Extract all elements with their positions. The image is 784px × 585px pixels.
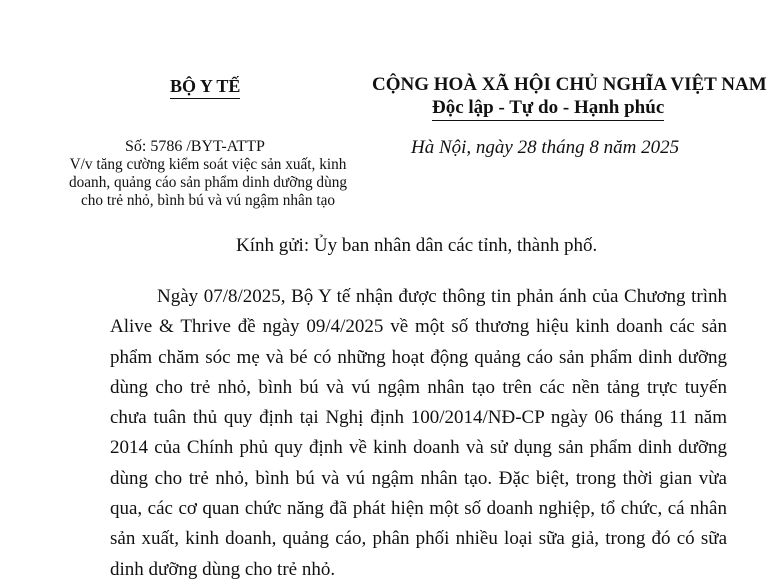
ministry-name: BỘ Y TẾ bbox=[170, 76, 241, 96]
body-line: chưa tuân thủ quy định tại Nghị định 100/2014/NĐ-CP ngày 06 tháng 11 năm bbox=[110, 407, 727, 429]
place-and-date: Hà Nội, ngày 28 tháng 8 năm 2025 bbox=[411, 137, 680, 158]
body-line: Ngày 07/8/2025, Bộ Y tế nhận được thông tin phản ánh của Chương trình bbox=[157, 286, 727, 307]
motto-underline bbox=[432, 120, 664, 121]
subject-line: V/v tăng cường kiểm soát việc sản xuất, kinh bbox=[69, 156, 347, 173]
document-number: Số: 5786 /BYT-ATTP bbox=[125, 138, 265, 155]
issuing-ministry bbox=[170, 76, 240, 97]
body-line: dùng cho trẻ nhỏ, bình bú và vú ngậm nhân tạo trên các nền tảng trực tuyến bbox=[110, 376, 727, 398]
body-line: 2014 của Chính phủ quy định về kinh doanh và sử dụng sản phẩm dinh dưỡng bbox=[110, 437, 727, 459]
body-line: dinh dưỡng dùng cho trẻ nhỏ. bbox=[110, 558, 336, 580]
document-subject bbox=[62, 156, 354, 210]
body-line: qua, các cơ quan chức năng đã phát hiện một số doanh nghiệp, tổ chức, cá nhân bbox=[110, 498, 727, 520]
salutation: Kính gửi: Ủy ban nhân dân các tỉnh, thành phố. bbox=[236, 235, 598, 256]
ministry-underline bbox=[170, 98, 240, 99]
national-title: CỘNG HOÀ XÃ HỘI CHỦ NGHĨA VIỆT NAM bbox=[372, 74, 767, 95]
subject-line: cho trẻ nhỏ, bình bú và vú ngậm nhân tạo bbox=[80, 192, 336, 209]
body-line: phẩm chăm sóc mẹ và bé có những hoạt động quảng cáo sản phẩm dinh dưỡng bbox=[110, 346, 727, 368]
body-paragraph bbox=[110, 282, 727, 585]
body-line: dùng cho trẻ nhỏ, bình bú và vú ngậm nhân tạo. Đặc biệt, trong thời gian vừa bbox=[110, 467, 727, 489]
motto-text: Độc lập - Tự do - Hạnh phúc bbox=[432, 97, 665, 118]
body-line: sản xuất, kinh doanh, quảng cáo, phân phối nhiều loại sữa giả, trong đó có sữa bbox=[110, 528, 727, 550]
subject-line: doanh, quảng cáo sản phẩm dinh dưỡng dùng bbox=[68, 174, 348, 191]
national-motto bbox=[432, 97, 664, 119]
body-line: Alive & Thrive đề ngày 09/4/2025 về một số thương hiệu kinh doanh các sản bbox=[110, 316, 727, 338]
